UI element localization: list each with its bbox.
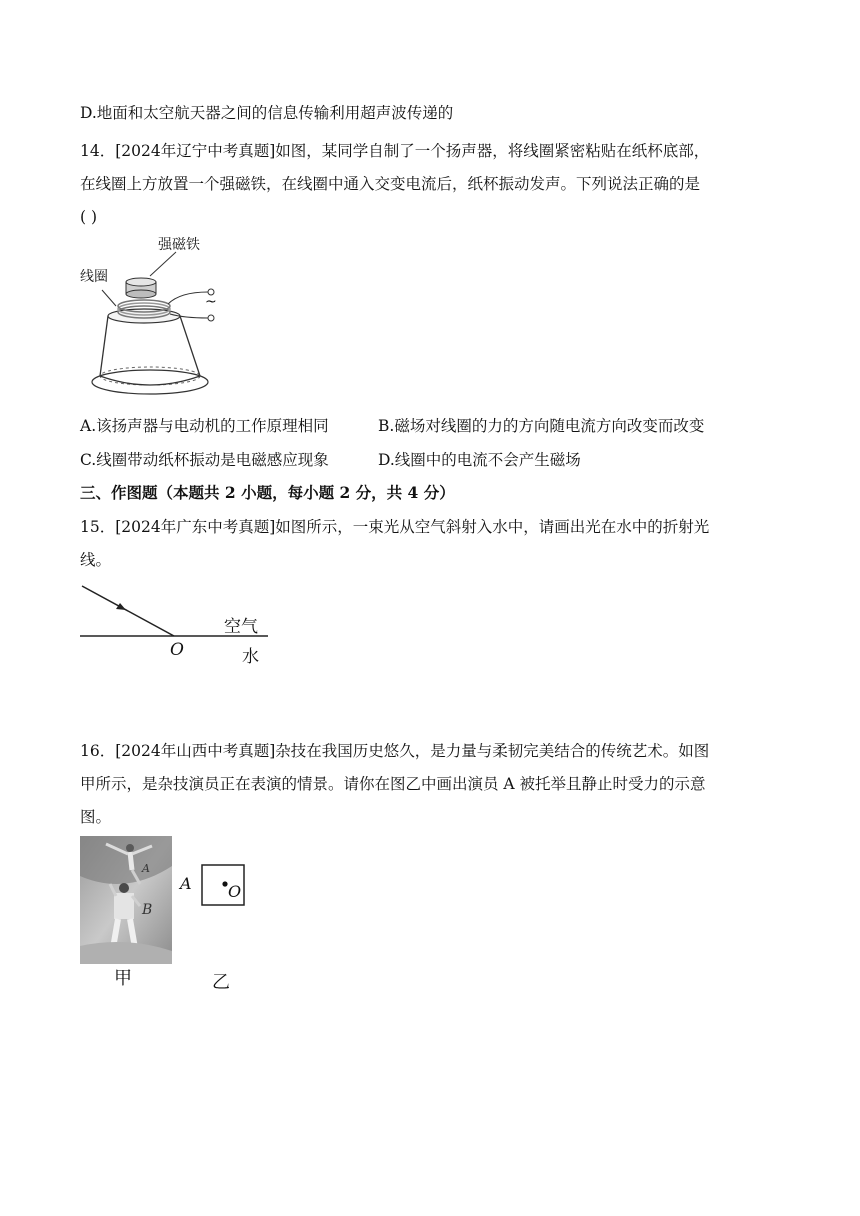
speaker-diagram xyxy=(80,232,280,400)
q15-stem-line1: 15．[2024年广东中考真题]如图所示，一束光从空气斜射入水中，请画出光在水中的折射光 xyxy=(80,518,710,536)
label-water: 水 xyxy=(242,647,259,667)
acrobat-photo-graphic xyxy=(80,836,172,964)
q15-stem-line2: 线。 xyxy=(80,551,112,569)
q14-option-b: B.磁场对线圈的力的方向随电流方向改变而改变 xyxy=(378,417,705,435)
photo-label-b: B xyxy=(142,902,153,918)
acrobat-photo xyxy=(80,836,172,964)
incident-ray xyxy=(82,586,174,636)
q14-option-a: A.该扬声器与电动机的工作原理相同 xyxy=(80,417,329,435)
label-air: 空气 xyxy=(224,617,258,637)
label-point-o: O xyxy=(170,640,184,660)
q16-force-figure xyxy=(178,862,258,910)
q16-stem-line2: 甲所示，是杂技演员正在表演的情景。请你在图乙中画出演员 A 被托举且静止时受力的示意 xyxy=(80,775,706,793)
q14-option-c: C.线圈带动纸杯振动是电磁感应现象 xyxy=(80,451,329,469)
caption-jia: 甲 xyxy=(114,968,132,989)
label-magnet: 强磁铁 xyxy=(158,237,200,253)
label-coil: 线圈 xyxy=(80,269,108,285)
magnet-bottom xyxy=(126,290,156,298)
cup-base-ring xyxy=(92,370,208,394)
q14-stem-line1: 14．[2024年辽宁中考真题]如图，某同学自制了一个扬声器，将线圈紧密粘贴在纸杯底部， xyxy=(80,142,710,160)
label-o: O xyxy=(228,882,242,901)
cup-left-side xyxy=(100,316,108,376)
caption-yi: 乙 xyxy=(212,972,230,993)
ray-arrow-icon xyxy=(116,603,126,610)
q14-speaker-figure xyxy=(80,232,280,400)
point-o xyxy=(222,881,227,886)
section3-heading: 三、作图题（本题共 2 小题，每小题 2 分，共 4 分） xyxy=(80,483,455,502)
coil-pointer xyxy=(102,290,116,306)
q14-option-d: D.线圈中的电流不会产生磁场 xyxy=(378,451,581,469)
q14-stem-line2: 在线圈上方放置一个强磁铁，在线圈中通入交变电流后，纸杯振动发声。下列说法正确的是 xyxy=(80,175,701,193)
cup-right-side xyxy=(180,316,200,376)
q16-stem-line1: 16．[2024年山西中考真题]杂技在我国历史悠久，是力量与柔韧完美结合的传统艺术。如图 xyxy=(80,742,710,760)
q16-stem-line3: 图。 xyxy=(80,808,112,826)
label-ac: ~ xyxy=(205,294,217,310)
photo-label-a: A xyxy=(142,862,150,875)
cup-bottom-front xyxy=(100,376,200,385)
label-a: A xyxy=(180,874,192,893)
q13-option-d: D.地面和太空航天器之间的信息传输利用超声波传递的 xyxy=(80,104,454,122)
magnet-pointer xyxy=(150,252,176,276)
magnet-top xyxy=(126,278,156,286)
q15-refraction-figure xyxy=(80,580,280,670)
q14-answer-paren: ( ) xyxy=(80,208,98,226)
terminal-lower xyxy=(208,315,214,321)
lead-upper xyxy=(168,292,208,304)
